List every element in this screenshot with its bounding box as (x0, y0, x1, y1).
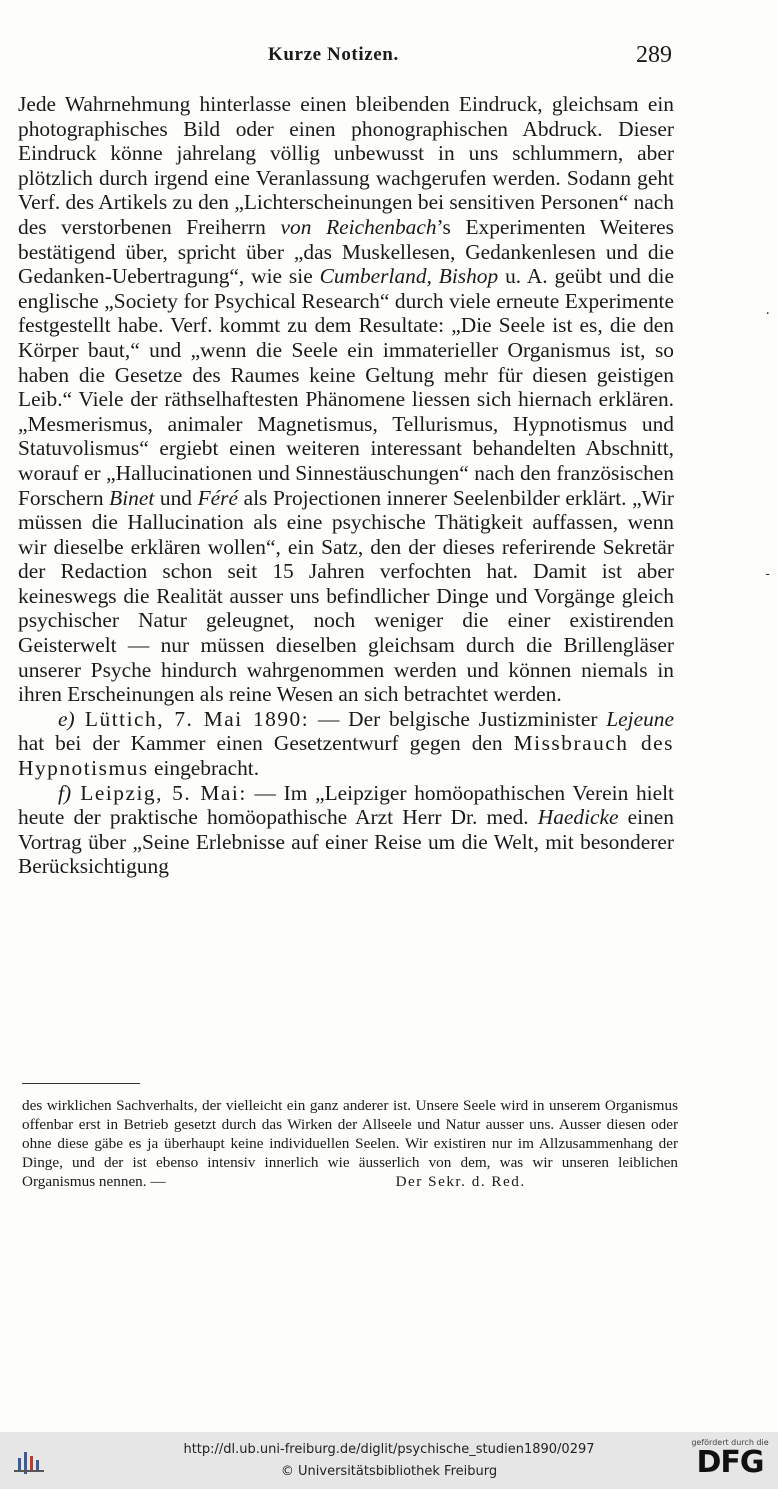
text-run: Jede Wahrnehmung hinterlasse einen bleibenden Eindruck, gleichsam ein photographisches Bild oder einen phonographischen Abdruck. Dieser Eindruck könne jahrelang völlig unbewusst in uns schlummern, aber plötzlich durch irgend eine Veranlassung wachgerufen werden. Sodann geht Verf. des Artikels zu den „Lichterscheinungen bei sensitiven Personen“ nach des verstorbenen Freiherrn (18, 92, 674, 239)
footnote (22, 1096, 678, 1191)
source-url-link[interactable]: http://dl.ub.uni-freiburg.de/diglit/psychische_studien1890/0297 (183, 1442, 595, 1457)
person-name: Lejeune (606, 706, 674, 731)
footnote-signature: Der Sekr. d. Red. (395, 1173, 526, 1190)
main-text (18, 92, 674, 879)
notice-e (18, 707, 674, 781)
emphasized-text: Missbrauch des Hypnotismus (18, 731, 674, 781)
dfg-badge (690, 1438, 770, 1484)
person-name: Cumberland, Bishop (319, 264, 499, 289)
footer-bar (0, 1432, 778, 1489)
text-run: hat bei der Kammer einen Gesetzentwurf gegen den (18, 731, 514, 756)
footnote-text: des wirklichen Sachverhalts, der vielleicht ein ganz anderer ist. Unsere Seele wird in unserem Organismus offenbar erst in Betrieb gesetzt durch das Wirken der Allseele und Natur ausser uns. Ausser diesen oder ohne diese gäbe es ja überhaupt keine individuellen Seelen. Wir existiren nur im Allzusammenhang der Dinge, und der ist ebenso intensiv innerlich wie äusserlich von dem, was wir unseren leiblichen (22, 1097, 678, 1171)
text-run: ’s Experimenten Weiteres bestätigend über, spricht über „das Muskellesen, Gedankenlesen und die Gedanken-Uebertragung“, wie sie (18, 214, 674, 289)
notice-dateline: Lüttich, 7. Mai 1890: (74, 706, 310, 731)
text-run: als Projectionen innerer Seelenbilder erklärt. „Wir müssen die Hallucination als eine psychische Thätigkeit auffassen, wenn wir dieselbe erklären wollen“, ein Satz, den der dieses referirende Sekretär der Redaction schon seit 15 Jahren verfochten hat. Damit ist aber keineswegs die Realität ausser uns befindlicher Dinge und Vorgänge gleich psychischer Natur geleugnet, noch weniger die einer existirenden Geisterwelt — nur müssen dieselben gleichsam durch die Brillengläser unserer Psyche hindurch wahrgenommen werden und können niemals in ihren Erscheinungen als reine Wesen an sich betrachtet werden. (18, 485, 675, 707)
text-run: einen Vortrag über „Seine Erlebnisse auf einer Reise um die Welt, mit besonderer Berücksichtigung (18, 805, 674, 879)
paragraph-continuation (18, 92, 674, 707)
text-run: eingebracht. (148, 756, 260, 781)
text-run: und (154, 485, 198, 510)
person-name: Féré (197, 485, 238, 510)
person-name: von Reichenbach (280, 214, 437, 239)
copyright-notice: © Universitätsbibliothek Freiburg (280, 1464, 498, 1479)
text-run: u. A. geübt und die englische „Society for Psychical Research“ durch viele erneute Experimente festgestellt habe. Verf. kommt zu dem Resultate: „Die Seele ist es, die den Körper baut,“ und „wenn die Seele ein immaterieller Organismus ist, so haben die Gesetze des Raumes keine Geltung mehr für diesen geistigen Leib.“ Viele der räthselhaftesten Phänomene liessen sich hiernach erklären. „Mesmerismus, animaler Magnetismus, Tellurismus, Hypnotismus und Statuvolismus“ ergiebt einen weiteren interessant behandelten Abschnitt, worauf er „Hallucinationen und Sinnestäuschungen“ nach den französischen Forschern (18, 264, 674, 510)
person-name: Binet (109, 485, 155, 510)
funding-caption: gefördert durch die (691, 1438, 769, 1447)
margin-mark: - (765, 566, 770, 582)
notice-f (18, 781, 674, 879)
text-run: — Im „Leipziger homöopathischen Verein hielt heute der praktische homöopathische Arzt Herr Dr. med. (18, 780, 674, 830)
notice-label: f) (58, 780, 72, 805)
notice-label: e) (58, 706, 75, 731)
person-name: Haedicke (537, 805, 619, 830)
page-number: 289 (636, 42, 672, 68)
footnote-divider (22, 1083, 140, 1084)
notice-dateline: Leipzig, 5. Mai: (71, 780, 247, 805)
dfg-logo: DFG (696, 1445, 764, 1480)
running-title: Kurze Notizen. (268, 44, 399, 65)
page-header (18, 42, 672, 74)
text-run: — Der belgische Justizminister (309, 706, 607, 731)
margin-mark: · (765, 306, 770, 322)
footnote-text-end: Organismus nennen. — (22, 1173, 166, 1190)
